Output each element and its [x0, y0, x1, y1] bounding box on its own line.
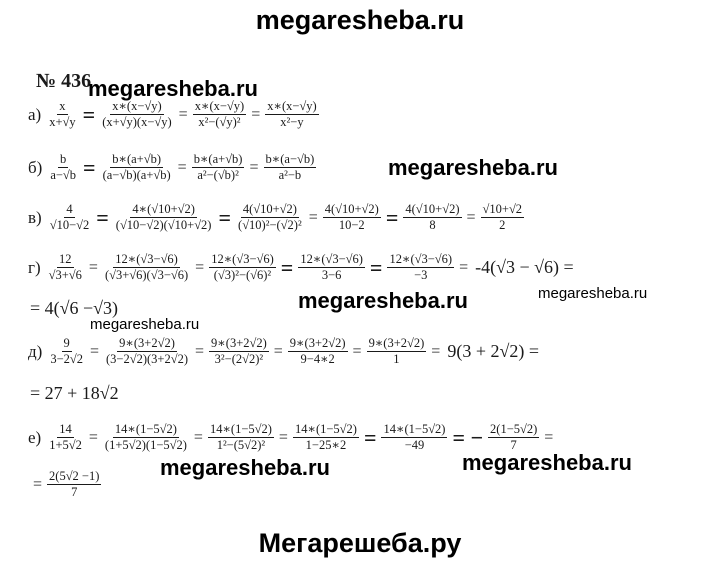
footer-site-title: Мегарешеба.ру [258, 528, 462, 558]
fraction: $\frac{9∗(3+2√2)}{1}$ [368, 336, 425, 367]
fraction: $\frac{b∗(a-√b)}{\text{a²−b}}$ [265, 152, 315, 183]
part-label: а) [28, 104, 42, 124]
solution-continuation-d: = 27 + 18√2 [30, 383, 119, 403]
watermark: megaresheba.ru [88, 76, 258, 101]
solution-continuation-g: = 4(√6 −√3) [30, 298, 119, 318]
fraction: $\frac{9}{3-2√2}$ [50, 336, 83, 367]
solution-continuation-e: = $\frac{2(5√2 -1)}{7}$ [33, 469, 100, 500]
fraction: $\frac{√10+√2}{2}$ [482, 202, 523, 233]
watermark: megaresheba.ru [160, 455, 330, 480]
task-number: № 436 [36, 70, 92, 92]
part-label: д) [28, 341, 43, 361]
fraction: $\frac{b∗(a+√b)}{\text{a²−(√b)²}}$ [193, 152, 243, 183]
fraction: $\frac{x∗(x-√y)}{\text{x²−(√y)²}}$ [194, 99, 245, 130]
fraction: $\frac{14∗(1-5√2)}{1-25∗2}$ [294, 422, 357, 453]
solution-row-e: е) $\frac{14}{1+5√2}$ = $\frac{14∗(1-5√2)}{(1+5√2)(1-5√2)}$ = $\frac{14∗(1-5√2)}{\text{1²−(5√2)²}}$ = $\frac{14∗(1-5√2)}{1-25∗2}$ = $\frac{14∗(1-5√2)}{-49}$ = − $\frac{2(1-5√2)}{7}$ = [28, 422, 554, 453]
fraction: $\frac{x∗(x-√y)}{(x+√y)(x-√y)}$ [102, 99, 172, 130]
fraction: $\frac{4}{√10-√2}$ [49, 202, 90, 233]
watermark: megaresheba.ru [298, 288, 468, 313]
fraction: $\frac{14∗(1-5√2)}{\text{1²−(5√2)²}}$ [209, 422, 272, 453]
fraction: $\frac{b∗(a+√b)}{(a-√b)(a+√b)}$ [102, 152, 171, 183]
fraction: $\frac{12∗(√3-√6)}{3-6}$ [300, 252, 363, 283]
fraction: $\frac{4(√10+√2)}{\text{(√10)²−(√2)²}}$ [238, 202, 302, 233]
watermark: megaresheba.ru [90, 316, 200, 333]
fraction: $\frac{9∗(3+2√2)}{(3-2√2)(3+2√2)}$ [106, 336, 188, 367]
fraction: $\frac{9∗(3+2√2)}{\text{3²−(2√2)²}}$ [211, 336, 267, 367]
fraction: $\frac{14∗(1-5√2)}{-49}$ [383, 422, 446, 453]
solution-row-d: д) $\frac{9}{3-2√2}$ = $\frac{9∗(3+2√2)}{(3-2√2)(3+2√2)}$ = $\frac{9∗(3+2√2)}{\text{3²−(2√2)²}}$ = $\frac{9∗(3+2√2)}{9-4∗2}$ = $\frac{9∗(3+2√2)}{1}$ = 9(3 + 2√2) = [28, 336, 539, 367]
part-label: е) [28, 427, 42, 447]
fraction: $\frac{2(1-5√2)}{7}$ [490, 422, 538, 453]
fraction: $\frac{4(√10+√2)}{10-2}$ [324, 202, 379, 233]
fraction: $\frac{12}{√3+√6}$ [48, 252, 82, 283]
fraction: $\frac{9∗(3+2√2)}{9-4∗2}$ [289, 336, 346, 367]
watermark: megaresheba.ru [462, 450, 632, 475]
part-label: в) [28, 207, 42, 227]
solution-row-b: б) $\frac{b}{a-√b}$ = $\frac{b∗(a+√b)}{(a-√b)(a+√b)}$ = $\frac{b∗(a+√b)}{\text{a²−(√b)²}}$ = $\frac{b∗(a-√b)}{\text{a²−b}}$ [28, 152, 315, 183]
fraction: $\frac{12∗(√3-√6)}{\text{(√3)²−(√6)²}}$ [211, 252, 274, 283]
part-label: г) [28, 257, 41, 277]
expression-tail: -4(√3 − √6) = [475, 257, 574, 278]
fraction: $\frac{12∗(√3-√6)}{(√3+√6)(√3-√6)}$ [104, 252, 189, 283]
part-label: б) [28, 157, 43, 177]
fraction: $\frac{12∗(√3-√6)}{-3}$ [389, 252, 453, 283]
fraction: $\frac{x∗(x-√y)}{\text{x²−y}}$ [267, 99, 317, 130]
fraction: $\frac{b}{a-√b}$ [50, 152, 77, 183]
fraction: $\frac{4(√10+√2)}{8}$ [405, 202, 460, 233]
header-site-title: megaresheba.ru [255, 5, 465, 35]
fraction: $\frac{2(5√2 -1)}{7}$ [49, 469, 100, 500]
solution-row-a: а) $\frac{x}{x+√y}$ = $\frac{x∗(x-√y)}{(x+√y)(x-√y)}$ = $\frac{x∗(x-√y)}{\text{x²−(√y)²}}$ = $\frac{x∗(x-√y)}{\text{x²−y}}$ [28, 99, 317, 130]
fraction: $\frac{x}{x+√y}$ [49, 99, 76, 130]
expression-tail: 9(3 + 2√2) = [447, 341, 539, 362]
fraction: $\frac{14}{1+5√2}$ [49, 422, 82, 453]
watermark: megaresheba.ru [538, 285, 648, 302]
solution-row-g: г) $\frac{12}{√3+√6}$ = $\frac{12∗(√3-√6)}{(√3+√6)(√3-√6)}$ = $\frac{12∗(√3-√6)}{\text{(√3)²−(√6)²}}$ = $\frac{12∗(√3-√6)}{3-6}$ = $\frac{12∗(√3-√6)}{-3}$ = -4(√3 − √6) = [28, 252, 574, 283]
fraction: $\frac{14∗(1-5√2)}{(1+5√2)(1-5√2)}$ [104, 422, 187, 453]
watermark: megaresheba.ru [388, 155, 558, 180]
fraction: $\frac{4∗(√10+√2)}{(√10-√2)(√10+√2)}$ [115, 202, 212, 233]
solution-row-v: в) $\frac{4}{√10-√2}$ = $\frac{4∗(√10+√2)}{(√10-√2)(√10+√2)}$ = $\frac{4(√10+√2)}{\text{(√10)²−(√2)²}}$ = $\frac{4(√10+√2)}{10-2}$ = $\frac{4(√10+√2)}{8}$ = $\frac{√10+√2}{2}$ [28, 202, 523, 233]
